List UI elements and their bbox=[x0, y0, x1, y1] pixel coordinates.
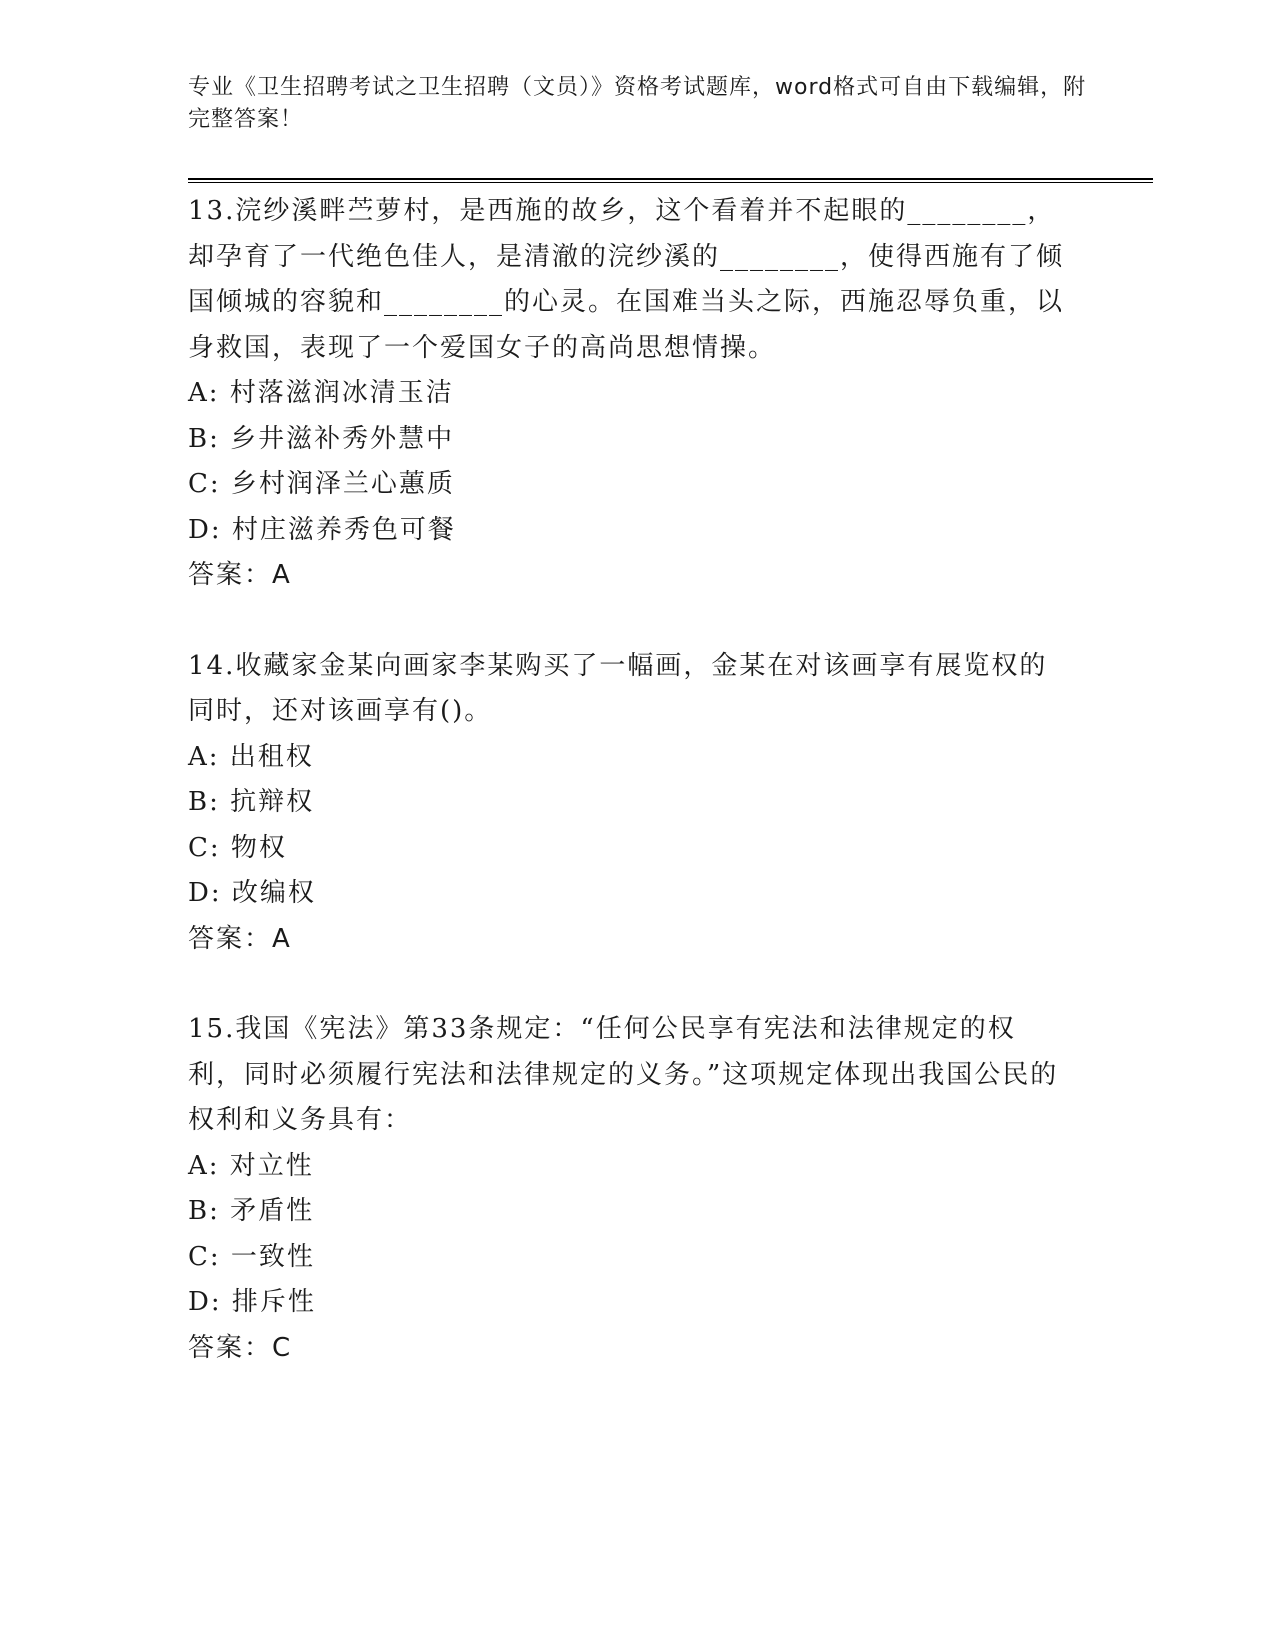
answer-line: 答案：C bbox=[188, 1332, 293, 1363]
option-c: C: 乡村润泽兰心蕙质 bbox=[188, 469, 455, 499]
question-stem: 15.我国《宪法》第33条规定：“任何公民享有宪法和法律规定的权利，同时必须履行宪法和法律规定的义务。”这项规定体现出我国公民的权利和义务具有： bbox=[188, 1014, 1059, 1135]
question-block-14 bbox=[188, 644, 1068, 963]
option-d: D: 排斥性 bbox=[188, 1287, 316, 1317]
option-c: C: 物权 bbox=[188, 832, 287, 863]
option-b: B: 抗辩权 bbox=[188, 787, 315, 817]
document-header: 专业《卫生招聘考试之卫生招聘（文员）》资格考试题库，word格式可自由下载编辑，附完整答案！ bbox=[188, 75, 1087, 132]
question-block-13 bbox=[188, 189, 1068, 599]
option-a: A: 村落滋润冰清玉洁 bbox=[188, 378, 454, 408]
option-c: C: 一致性 bbox=[188, 1241, 315, 1272]
option-d: D: 改编权 bbox=[188, 878, 316, 908]
answer-line: 答案：A bbox=[188, 923, 292, 954]
option-a: A: 出租权 bbox=[188, 741, 314, 772]
option-b: B: 乡井滋补秀外慧中 bbox=[188, 423, 455, 454]
question-list bbox=[188, 189, 1068, 1416]
header-rule-thin bbox=[188, 182, 1153, 183]
answer-line: 答案：A bbox=[188, 560, 292, 590]
option-b: B: 矛盾性 bbox=[188, 1196, 315, 1226]
question-stem: 13.浣纱溪畔苎萝村，是西施的故乡，这个看着并不起眼的________，却孕育了一代绝色佳人，是清澈的浣纱溪的________，使得西施有了倾国倾城的容貌和________的心灵。在国难当头之际，西施忍辱负重，以身救国，表现了一个爱国女子的高尚思想情操。 bbox=[188, 196, 1065, 363]
header-rule-thick bbox=[188, 178, 1153, 180]
option-a: A: 对立性 bbox=[188, 1150, 314, 1181]
question-block-15 bbox=[188, 1007, 1068, 1371]
option-d: D: 村庄滋养秀色可餐 bbox=[188, 514, 456, 545]
question-stem: 14.收藏家金某向画家李某购买了一幅画，金某在对该画享有展览权的同时，还对该画享有()。 bbox=[188, 650, 1048, 726]
